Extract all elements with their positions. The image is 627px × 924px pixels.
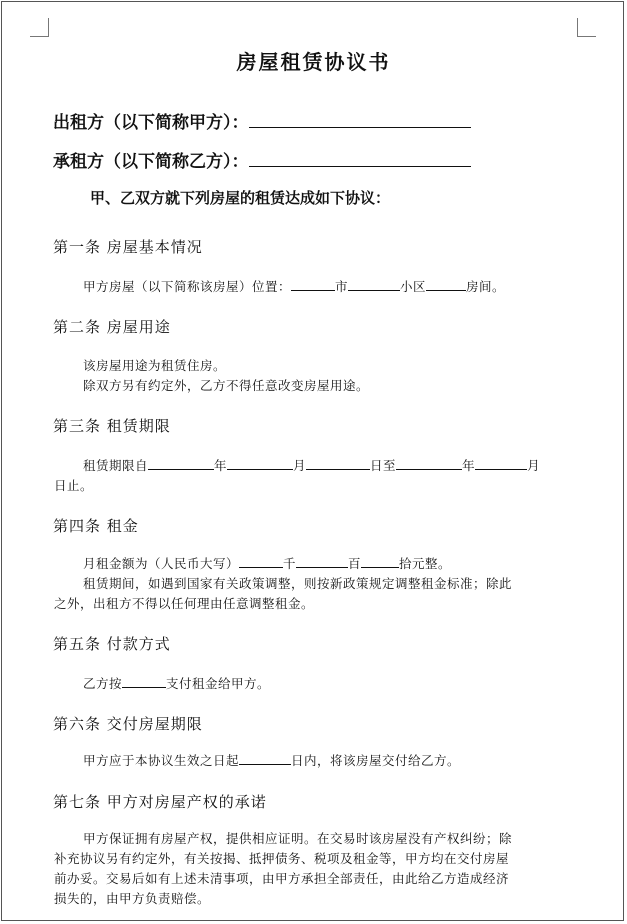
lessee-line: [53, 147, 471, 172]
delivery-suffix: 日内，将该房屋交付给乙方。: [291, 753, 461, 768]
article-7-line-4: 损失的，由甲方负责赔偿。: [54, 891, 211, 906]
article-7-line-3: 前办妥。交易后如有上述未清事项，由甲方承担全部责任，由此给乙方造成经济: [54, 871, 510, 886]
article-7-line-1: 甲方保证拥有房屋产权，提供相应证明。在交易时该房屋没有产权纠纷；除: [83, 831, 513, 846]
end-year-label: 年: [462, 458, 476, 473]
article-6-body: [83, 751, 460, 769]
end-month-blank[interactable]: [475, 457, 527, 470]
district-blank[interactable]: [348, 278, 400, 291]
article-7-heading: 第七条 甲方对房屋产权的承诺: [53, 793, 267, 811]
district-label: 小区: [400, 279, 427, 294]
start-month-label: 月: [293, 458, 307, 473]
intro-text: 甲、乙双方就下列房屋的租赁达成如下协议：: [90, 189, 391, 207]
city-blank[interactable]: [291, 278, 335, 291]
article-2-heading: 第二条 房屋用途: [53, 318, 171, 336]
end-year-blank[interactable]: [396, 457, 462, 470]
article-5-heading: 第五条 付款方式: [53, 635, 171, 653]
article-4-rent-line: [83, 554, 451, 572]
term-from-label: 租赁期限自: [83, 458, 149, 473]
city-label: 市: [335, 279, 349, 294]
article-2-line-2: 除双方另有约定外，乙方不得任意改变房屋用途。: [83, 378, 370, 393]
payment-prefix: 乙方按: [83, 676, 123, 691]
payment-suffix: 支付租金给甲方。: [166, 676, 271, 691]
article-4-line-3: 之外，出租方不得以任何理由任意调整租金。: [54, 596, 315, 611]
rent-hundreds-label: 百: [348, 556, 362, 571]
article-1-text: 甲方房屋（以下简称该房屋）位置：: [83, 279, 292, 294]
lessee-label: 承租方（以下简称乙方）：: [53, 152, 249, 172]
article-1-body: [83, 277, 505, 295]
lessor-label: 出租方（以下简称甲方）：: [53, 113, 249, 133]
start-year-label: 年: [214, 458, 228, 473]
payment-method-blank[interactable]: [122, 675, 166, 688]
article-1-heading: 第一条 房屋基本情况: [53, 238, 203, 256]
rent-tens-label: 拾元整。: [399, 556, 452, 571]
end-month-label: 月: [527, 458, 541, 473]
delivery-days-blank[interactable]: [239, 752, 291, 765]
delivery-prefix: 甲方应于本协议生效之日起: [83, 753, 240, 768]
article-5-body: [83, 674, 270, 692]
room-label: 房间。: [466, 279, 506, 294]
lessee-name-field[interactable]: [249, 149, 471, 167]
article-2-line-1: 该房屋用途为租赁住房。: [83, 358, 227, 373]
rent-tens-blank[interactable]: [361, 555, 399, 568]
term-end-line: 日止。: [54, 478, 94, 493]
article-3-body: [83, 456, 540, 474]
rent-thousands-label: 千: [283, 556, 297, 571]
article-3-heading: 第三条 租赁期限: [53, 417, 171, 435]
rent-hundreds-blank[interactable]: [296, 555, 348, 568]
article-6-heading: 第六条 交付房屋期限: [53, 715, 203, 733]
rent-amount-label: 月租金额为（人民币大写）: [83, 556, 240, 571]
room-blank[interactable]: [426, 278, 466, 291]
article-4-heading: 第四条 租金: [53, 517, 139, 535]
end-start-label: 日至: [370, 458, 397, 473]
start-month-blank[interactable]: [227, 457, 293, 470]
rent-thousands-blank[interactable]: [239, 555, 283, 568]
article-7-line-2: 补充协议另有约定外，有关按揭、抵押债务、税项及租金等，甲方均在交付房屋: [54, 851, 510, 866]
lessor-line: [53, 108, 471, 133]
document-title: 房屋租赁协议书: [236, 50, 391, 74]
article-4-line-2: 租赁期间，如遇到国家有关政策调整，则按新政策规定调整租金标准；除此: [83, 576, 513, 591]
start-year-blank[interactable]: [148, 457, 214, 470]
start-day-blank[interactable]: [306, 457, 370, 470]
lessor-name-field[interactable]: [249, 110, 471, 128]
